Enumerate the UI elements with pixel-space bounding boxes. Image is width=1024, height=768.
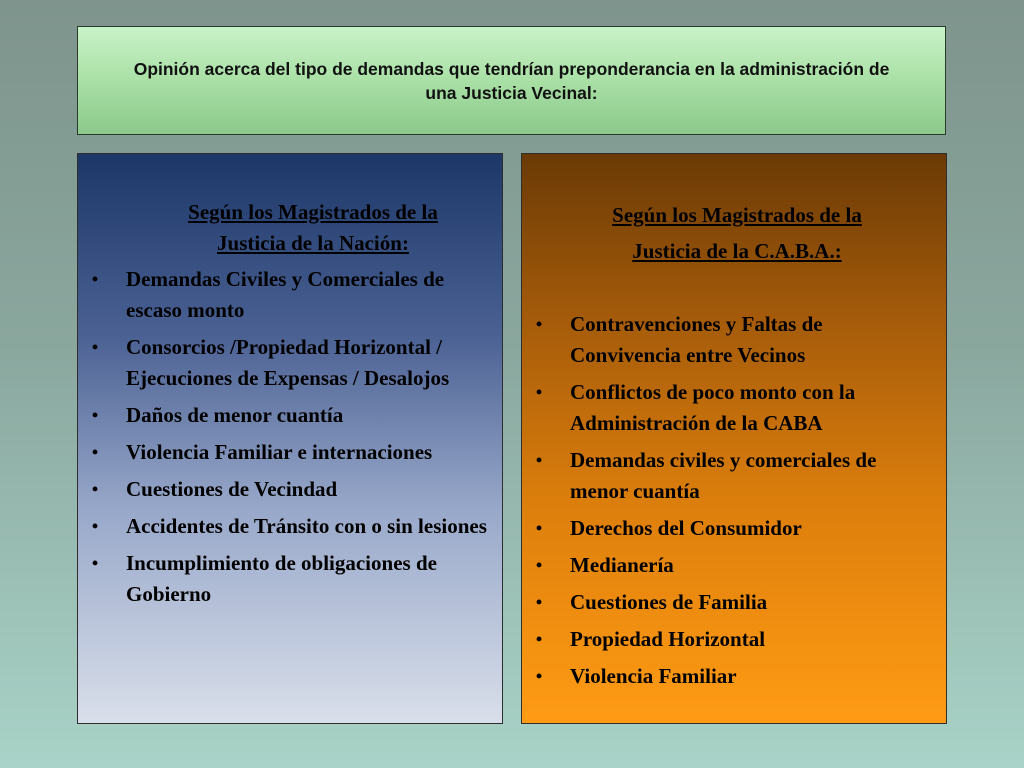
bullet-icon: • (535, 666, 543, 686)
list-item-text: Conflictos de poco monto con la Administración de la CABA (570, 380, 856, 435)
slide-title-box (77, 26, 946, 135)
bullet-icon: • (91, 269, 99, 289)
nacion-heading-line1: Según los Magistrados de la (188, 200, 438, 224)
nacion-heading (153, 197, 473, 259)
list-item-text: Cuestiones de Familia (570, 590, 768, 614)
list-item (530, 587, 935, 618)
bullet-icon: • (535, 314, 543, 334)
list-item-text: Demandas Civiles y Comerciales de escaso monto (126, 267, 445, 322)
list-item (86, 400, 491, 431)
bullet-icon: • (91, 442, 99, 462)
caba-panel (521, 153, 947, 724)
list-item-text: Violencia Familiar e internaciones (126, 440, 433, 464)
list-item-text: Medianería (570, 553, 674, 577)
list-item (86, 264, 491, 326)
list-item (530, 309, 935, 371)
nacion-list (86, 264, 491, 616)
caba-heading (537, 197, 937, 269)
list-item (86, 437, 491, 468)
list-item (86, 511, 491, 542)
list-item-text: Daños de menor cuantía (126, 403, 344, 427)
list-item (530, 377, 935, 439)
nacion-heading-line2: Justicia de la Nación: (217, 231, 409, 255)
bullet-icon: • (535, 382, 543, 402)
bullet-icon: • (535, 518, 543, 538)
list-item (530, 513, 935, 544)
bullet-icon: • (91, 479, 99, 499)
slide-title: Opinión acerca del tipo de demandas que tendrían preponderancia en la administración de una Justicia Vecinal: (133, 58, 890, 103)
list-item (530, 624, 935, 655)
bullet-icon: • (91, 553, 99, 573)
bullet-icon: • (535, 450, 543, 470)
list-item-text: Cuestiones de Vecindad (126, 477, 338, 501)
list-item (530, 550, 935, 581)
list-item (86, 548, 491, 610)
bullet-icon: • (91, 405, 99, 425)
list-item-text: Contravenciones y Faltas de Convivencia entre Vecinos (570, 312, 823, 367)
list-item (86, 332, 491, 394)
list-item-text: Demandas civiles y comerciales de menor cuantía (570, 448, 877, 503)
bullet-icon: • (535, 592, 543, 612)
bullet-icon: • (91, 516, 99, 536)
list-item-text: Violencia Familiar (570, 664, 737, 688)
caba-heading-line1: Según los Magistrados de la (612, 203, 862, 227)
bullet-icon: • (91, 337, 99, 357)
list-item-text: Derechos del Consumidor (570, 516, 802, 540)
nacion-panel (77, 153, 503, 724)
caba-list (530, 309, 935, 698)
list-item (530, 445, 935, 507)
bullet-icon: • (535, 555, 543, 575)
list-item (86, 474, 491, 505)
list-item-text: Incumplimiento de obligaciones de Gobierno (126, 551, 437, 606)
caba-heading-line2: Justicia de la C.A.B.A.: (632, 239, 842, 263)
bullet-icon: • (535, 629, 543, 649)
list-item-text: Propiedad Horizontal (570, 627, 766, 651)
list-item (530, 661, 935, 692)
list-item-text: Consorcios /Propiedad Horizontal / Ejecuciones de Expensas / Desalojos (126, 335, 450, 390)
list-item-text: Accidentes de Tránsito con o sin lesiones (126, 514, 487, 538)
